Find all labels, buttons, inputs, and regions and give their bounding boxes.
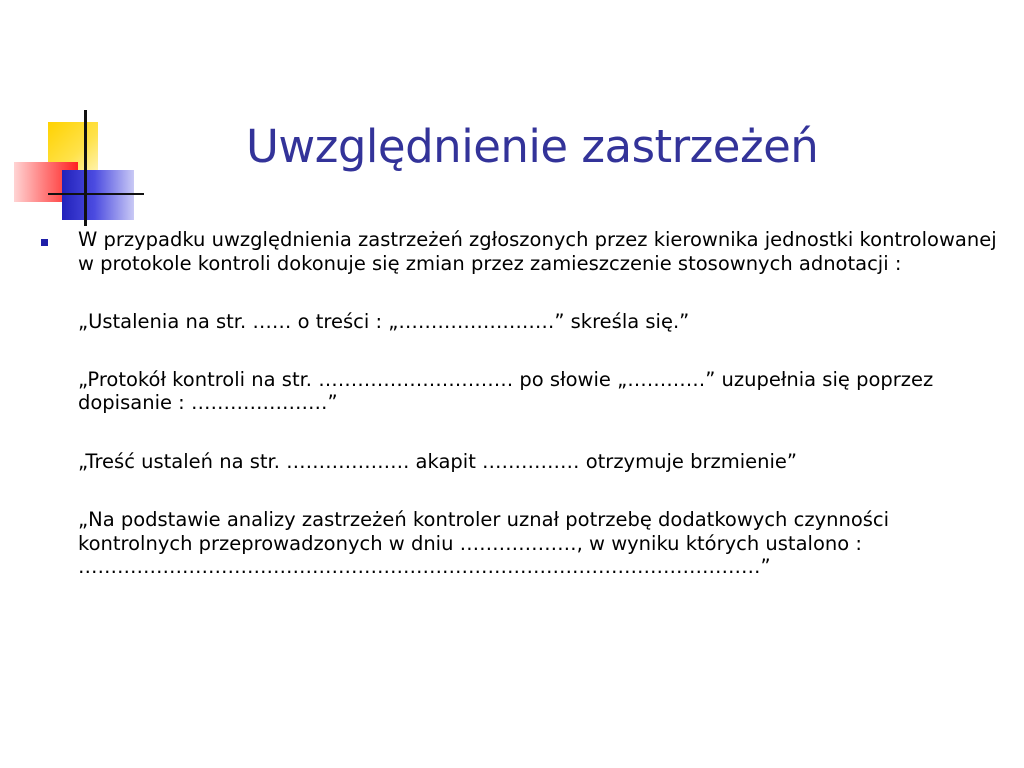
- slide-title: Uwzględnienie zastrzeżeń: [246, 120, 819, 173]
- intro-paragraph: W przypadku uwzględnienia zastrzeżeń zgłoszonych przez kierownika jednostki kontrolowanej w protokole kontroli dokonuje się zmian przez zamieszczenie stosownych adnotacji :: [78, 228, 997, 275]
- slide-body: [78, 228, 1008, 579]
- logo-blue-square: [62, 170, 134, 220]
- square-bullet-icon: [41, 239, 48, 246]
- formula-paragraph-1: „Ustalenia na str. …… o treści : „……………………” skreśla się.”: [78, 310, 690, 333]
- formula-paragraph-2: „Protokół kontroli na str. ………………………… po słowie „…………” uzupełnia się poprzez dopisanie : …………………”: [78, 367, 934, 414]
- logo-horizontal-line: [48, 193, 144, 195]
- formula-paragraph-3: „Treść ustaleń na str. ………………. akapit …………… otrzymuje brzmienie”: [78, 449, 797, 473]
- formula-paragraph-4: „Na podstawie analizy zastrzeżeń kontroler uznał potrzebę dodatkowych czynności kontrolnych przeprowadzonych w dniu ………………, w wyniku których ustalono : ……………………………………………………………………………………………”: [78, 508, 890, 578]
- logo-vertical-line: [84, 110, 87, 226]
